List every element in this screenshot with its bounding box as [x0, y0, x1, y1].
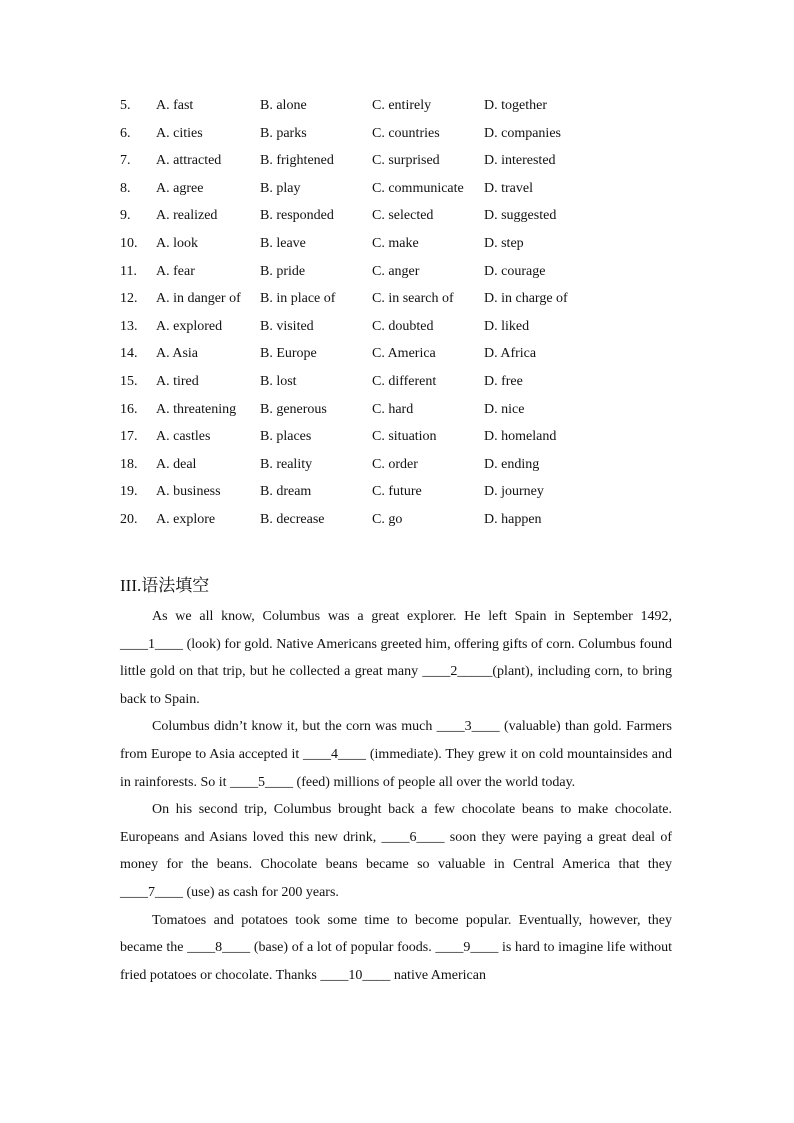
option-d: D. free: [484, 373, 523, 389]
option-b: B. generous: [260, 401, 327, 417]
option-c: C. different: [372, 373, 437, 389]
option-a: A. fast: [156, 98, 194, 113]
option-b: B. play: [260, 180, 301, 196]
option-d: D. travel: [484, 180, 533, 196]
option-d: D. liked: [484, 318, 530, 334]
question-number: 19.: [120, 484, 138, 500]
option-d: D. interested: [484, 153, 556, 169]
option-row: [120, 313, 680, 341]
option-row: [120, 175, 680, 203]
option-row: [120, 451, 680, 479]
option-b: B. decrease: [260, 511, 325, 527]
option-row: [120, 368, 680, 396]
option-d: D. Africa: [484, 346, 537, 362]
option-row: [120, 258, 680, 286]
option-a: A. realized: [156, 208, 218, 224]
option-c: C. entirely: [372, 98, 432, 113]
question-number: 5.: [120, 98, 131, 113]
question-number: 8.: [120, 180, 131, 196]
passage-paragraph: Tomatoes and potatoes took some time to become popular. Eventually, however, they became the ____8____ (base) of a lot of popular foods. ____9____ is hard to imagine life without fried potatoes or chocolate. Thanks ____10____ native American: [120, 912, 672, 983]
option-c: C. go: [372, 511, 403, 527]
option-row: [120, 423, 680, 451]
question-number: 18.: [120, 456, 138, 472]
option-c: C. America: [372, 346, 436, 362]
question-number: 16.: [120, 401, 138, 417]
option-b: B. leave: [260, 235, 306, 251]
question-number: 11.: [120, 263, 137, 279]
option-b: B. alone: [260, 98, 307, 113]
option-a: A. Asia: [156, 346, 198, 362]
option-c: C. order: [372, 456, 418, 472]
option-b: B. Europe: [260, 346, 317, 362]
option-c: C. anger: [372, 263, 420, 279]
option-d: D. together: [484, 98, 547, 113]
question-number: 7.: [120, 153, 131, 169]
option-a: A. threatening: [156, 401, 237, 417]
option-d: D. in charge of: [484, 291, 568, 307]
question-number: 9.: [120, 208, 131, 224]
option-c: C. doubted: [372, 318, 434, 334]
option-d: D. homeland: [484, 429, 557, 445]
question-number: 14.: [120, 346, 138, 362]
option-a: A. castles: [156, 429, 211, 445]
option-a: A. in danger of: [156, 291, 241, 307]
question-number: 15.: [120, 373, 138, 389]
passage-paragraph: Columbus didn’t know it, but the corn was much ____3____ (valuable) than gold. Farmers from Europe to Asia accepted it ____4____ (immediate). They grew it on cold mountainsides and in rainforests. So it ____5____ (feed) millions of people all over the world today.: [120, 719, 672, 790]
option-a: A. business: [156, 484, 221, 500]
option-a: A. deal: [156, 456, 197, 472]
option-c: C. situation: [372, 429, 437, 445]
question-number: 6.: [120, 125, 131, 141]
option-a: A. explored: [156, 318, 223, 334]
option-c: C. communicate: [372, 180, 464, 196]
option-d: D. happen: [484, 511, 542, 527]
option-b: B. parks: [260, 125, 307, 141]
option-c: C. in search of: [372, 291, 454, 307]
question-number: 20.: [120, 511, 138, 527]
option-b: B. reality: [260, 456, 313, 472]
grammar-passage: [120, 603, 672, 989]
option-c: C. future: [372, 484, 422, 500]
option-d: D. step: [484, 235, 524, 251]
option-d: D. journey: [484, 484, 544, 500]
option-a: A. attracted: [156, 153, 222, 169]
option-a: A. cities: [156, 125, 203, 141]
option-c: C. selected: [372, 208, 434, 224]
option-c: C. countries: [372, 125, 440, 141]
option-b: B. visited: [260, 318, 314, 334]
option-row: [120, 202, 680, 230]
option-a: A. fear: [156, 263, 195, 279]
question-number: 10.: [120, 235, 138, 251]
option-row: [120, 120, 680, 148]
option-row: [120, 396, 680, 424]
option-row: [120, 340, 680, 368]
option-d: D. suggested: [484, 208, 557, 224]
option-d: D. companies: [484, 125, 561, 141]
option-b: B. dream: [260, 484, 312, 500]
passage-paragraph: As we all know, Columbus was a great explorer. He left Spain in September 1492, ____1____ (look) for gold. Native Americans greeted him, offering gifts of corn. Columbus found little gold on that trip, but he collected a great many ____2_____(plant), including corn, to bring back to Spain.: [120, 609, 672, 707]
option-row: [120, 506, 680, 534]
option-b: B. frightened: [260, 153, 334, 169]
option-a: A. tired: [156, 373, 199, 389]
option-row: [120, 285, 680, 313]
option-row: [120, 147, 680, 175]
option-b: B. lost: [260, 373, 297, 389]
option-row: [120, 230, 680, 258]
question-number: 12.: [120, 291, 138, 307]
option-d: D. nice: [484, 401, 525, 417]
option-row: [120, 478, 680, 506]
option-c: C. surprised: [372, 153, 440, 169]
question-number: 13.: [120, 318, 138, 334]
option-a: A. explore: [156, 511, 216, 527]
option-c: C. hard: [372, 401, 414, 417]
option-d: D. ending: [484, 456, 540, 472]
option-a: A. look: [156, 235, 198, 251]
question-number: 17.: [120, 429, 138, 445]
multiple-choice-options: [120, 92, 680, 534]
option-c: C. make: [372, 235, 419, 251]
option-a: A. agree: [156, 180, 204, 196]
passage-paragraph: On his second trip, Columbus brought back a few chocolate beans to make chocolate. Europeans and Asians loved this new drink, ____6____ soon they were paying a great deal of money for the beans. Chocolate beans became so valuable in Central America that they ____7____ (use) as cash for 200 years.: [120, 802, 672, 900]
option-row: [120, 92, 680, 120]
option-b: B. places: [260, 429, 312, 445]
option-b: B. in place of: [260, 291, 336, 307]
option-b: B. responded: [260, 208, 334, 224]
section-title: III.语法填空: [120, 576, 210, 595]
option-b: B. pride: [260, 263, 306, 279]
option-d: D. courage: [484, 263, 546, 279]
